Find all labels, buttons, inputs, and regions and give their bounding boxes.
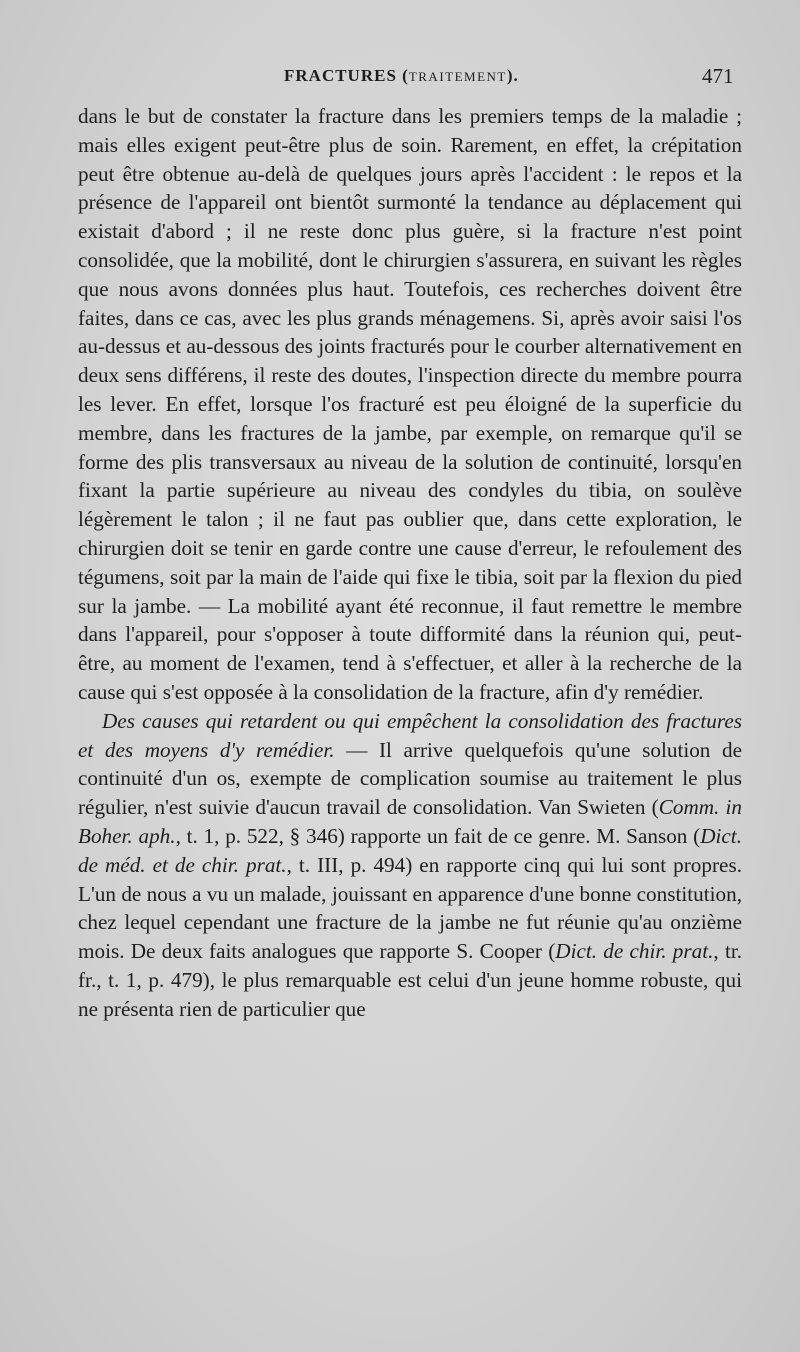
paragraph-1: dans le but de constater la fracture dans les premiers temps de la maladie ; mais elles exigent peut-être plus de soin. Rarement, en effet, la crépitation peut être obtenue au-delà de quelques jours après l'accident : le repos et la présence de l'appareil ont bientôt surmonté la tendance au déplacement qui existait d'abord ; il ne reste donc plus guère, si la fracture n'est point consolidée, que la mobilité, dont le chirurgien s'assurera, en suivant les règles que nous avons données plus haut. Toutefois, ces recherches doivent être faites, dans ce cas, avec les plus grands ménagemens. Si, après avoir saisi l'os au-dessus et au-dessous des joints fracturés pour le courber alternativement en deux sens différens, il reste des doutes, l'inspection directe du membre pourra les lever. En effet, lorsque l'os fracturé est peu éloigné de la superficie du membre, dans les fractures de la jambe, par exemple, on remarque qu'il se forme des plis transversaux au niveau de la solution de continuité, lorsqu'en fixant la partie supérieure au niveau des condyles du tibia, on soulève légèrement le talon ; il ne faut pas oublier que, dans cette exploration, le chirurgien doit se tenir en garde contre une cause d'erreur, le refoulement des tégumens, soit par la main de l'aide qui fixe le tibia, soit par la flexion du pied sur la jambe. — La mobilité ayant été reconnue, il faut remettre le membre dans l'appareil, pour s'opposer à toute difformité dans la réunion qui, peut-être, au moment de l'examen, tend à s'effectuer, et aller à la recherche de la cause qui s'est opposée à la consolidation de la fracture, afin d'y remédier. xyxy=(78,104,742,704)
citation-3: Dict. de chir. prat. xyxy=(555,939,714,964)
running-title-main: FRACTURES ( xyxy=(284,66,409,85)
body-text xyxy=(78,102,742,1024)
paragraph-text-3: , t. III, p. 494) en rapporte cinq qui lui sont propres. L'un de nous a vu un malade, jouissant en apparence d'une bonne constitution, chez lequel cependant une fracture de la jambe ne fut réunie qu'au onzième mois. De deux faits analogues que rapporte S. Cooper ( xyxy=(78,852,742,964)
paragraph-text-2: , t. 1, p. 522, § 346) rapporte un fait de ce genre. M. Sanson ( xyxy=(175,823,701,848)
section-heading: Des causes qui retardent ou qui empêchent la consolidation des fractures et des moyens d'y remédier. xyxy=(78,708,742,762)
running-title-end: ). xyxy=(506,66,519,85)
citation-1: Comm. in Boher. aph. xyxy=(78,795,742,848)
running-title xyxy=(284,66,519,86)
paragraph-2 xyxy=(78,707,742,1024)
paragraph-text-4: , tr. fr., t. 1, p. 479), le plus remarquable est celui d'un jeune homme robuste, qui ne présenta rien de particulier que xyxy=(78,939,743,1021)
page-number: 471 xyxy=(702,64,734,88)
running-title-smallcaps: TRAITEMENT xyxy=(408,69,507,84)
paragraph-text-1: — Il arrive quelquefois qu'une solution de continuité d'un os, exempte de complication soumise au traitement le plus régulier, n'est suivie d'aucun travail de consolidation. Van Swieten ( xyxy=(78,737,742,820)
citation-2: Dict. de méd. et de chir. prat. xyxy=(78,823,742,877)
page-header xyxy=(0,64,800,92)
